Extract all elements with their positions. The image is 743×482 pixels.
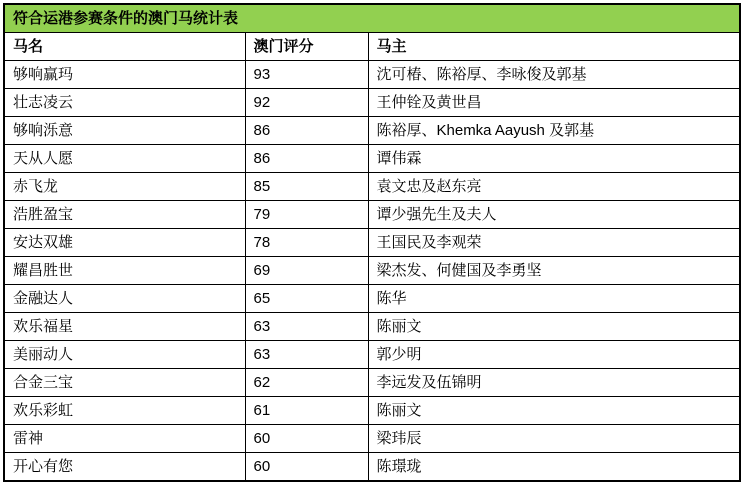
table-row <box>4 369 740 397</box>
horse-name-cell: 开心有您 <box>4 453 245 482</box>
horse-name-cell: 安达双雄 <box>4 229 245 257</box>
rating-cell: 63 <box>245 341 368 369</box>
table-row <box>4 229 740 257</box>
macau-horses-table <box>3 3 741 482</box>
rating-cell: 92 <box>245 89 368 117</box>
rating-cell: 60 <box>245 453 368 482</box>
rating-cell: 85 <box>245 173 368 201</box>
header-macau-rating: 澳门评分 <box>245 33 368 61</box>
rating-cell: 62 <box>245 369 368 397</box>
rating-cell: 86 <box>245 145 368 173</box>
table-row <box>4 257 740 285</box>
horse-name-cell: 够响赢玛 <box>4 61 245 89</box>
owner-cell: 王国民及李观荣 <box>368 229 740 257</box>
table-row <box>4 397 740 425</box>
table-row <box>4 425 740 453</box>
table-row <box>4 61 740 89</box>
rating-cell: 63 <box>245 313 368 341</box>
horse-name-cell: 浩胜盈宝 <box>4 201 245 229</box>
horse-name-cell: 美丽动人 <box>4 341 245 369</box>
rating-cell: 93 <box>245 61 368 89</box>
rating-cell: 86 <box>245 117 368 145</box>
table-row <box>4 285 740 313</box>
rating-cell: 65 <box>245 285 368 313</box>
horse-name-cell: 欢乐福星 <box>4 313 245 341</box>
owner-cell: 梁杰发、何健国及李勇坚 <box>368 257 740 285</box>
table-row <box>4 173 740 201</box>
table-body <box>4 61 740 482</box>
rating-cell: 78 <box>245 229 368 257</box>
spreadsheet-area <box>3 3 739 482</box>
horse-name-cell: 耀昌胜世 <box>4 257 245 285</box>
owner-cell: 王仲铨及黄世昌 <box>368 89 740 117</box>
header-horse-name: 马名 <box>4 33 245 61</box>
owner-cell: 谭伟霖 <box>368 145 740 173</box>
table-row <box>4 117 740 145</box>
horse-name-cell: 赤飞龙 <box>4 173 245 201</box>
horse-name-cell: 天从人愿 <box>4 145 245 173</box>
horse-name-cell: 欢乐彩虹 <box>4 397 245 425</box>
owner-cell: 袁文忠及赵东亮 <box>368 173 740 201</box>
table-row <box>4 453 740 482</box>
table-title: 符合运港参赛条件的澳门马统计表 <box>4 4 740 33</box>
rating-cell: 79 <box>245 201 368 229</box>
owner-cell: 梁玮辰 <box>368 425 740 453</box>
rating-cell: 60 <box>245 425 368 453</box>
table-row <box>4 89 740 117</box>
header-owner: 马主 <box>368 33 740 61</box>
table-row <box>4 145 740 173</box>
rating-cell: 69 <box>245 257 368 285</box>
owner-cell: 陈丽文 <box>368 397 740 425</box>
table-row <box>4 341 740 369</box>
horse-name-cell: 雷神 <box>4 425 245 453</box>
owner-cell: 陈裕厚、Khemka Aayush 及郭基 <box>368 117 740 145</box>
header-row <box>4 33 740 61</box>
owner-cell: 陈华 <box>368 285 740 313</box>
title-row <box>4 4 740 33</box>
owner-cell: 沈可椿、陈裕厚、李咏俊及郭基 <box>368 61 740 89</box>
owner-cell: 李远发及伍锦明 <box>368 369 740 397</box>
table-row <box>4 313 740 341</box>
owner-cell: 谭少强先生及夫人 <box>368 201 740 229</box>
table-row <box>4 201 740 229</box>
horse-name-cell: 够响泺意 <box>4 117 245 145</box>
rating-cell: 61 <box>245 397 368 425</box>
owner-cell: 陈璟珑 <box>368 453 740 482</box>
horse-name-cell: 壮志凌云 <box>4 89 245 117</box>
owner-cell: 陈丽文 <box>368 313 740 341</box>
owner-cell: 郭少明 <box>368 341 740 369</box>
horse-name-cell: 合金三宝 <box>4 369 245 397</box>
horse-name-cell: 金融达人 <box>4 285 245 313</box>
